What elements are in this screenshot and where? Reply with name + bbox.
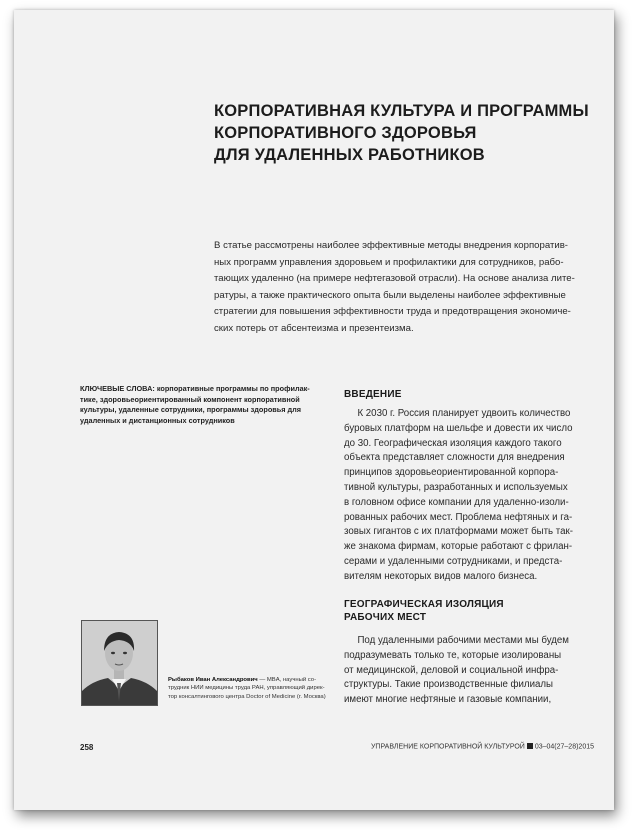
author-photo: [81, 620, 158, 706]
abstract-line: ных программ управления здоровьем и профилактики для сотрудников, рабо-: [214, 256, 564, 268]
body-line: принципов здоровьеориентированной корпора-: [344, 467, 559, 479]
keywords-block: [80, 384, 340, 427]
body-line: вителям некоторых видов малого бизнеса.: [344, 570, 538, 582]
journal-name: УПРАВЛЕНИЕ КОРПОРАТИВНОЙ КУЛЬТУРОЙ: [370, 743, 525, 751]
article-title: [214, 100, 604, 166]
page-number: 258: [80, 743, 94, 752]
heading-line: РАБОЧИХ МЕСТ: [344, 612, 427, 623]
heading-line: ВВЕДЕНИЕ: [344, 389, 402, 400]
body-line: зовых гигантов с их платформами может быть так-: [344, 526, 573, 538]
author-info: [168, 676, 338, 701]
body-line: рованных рабочих мест. Проблема нефтяных и га-: [344, 511, 573, 523]
body-line: до 30. Географическая изоляция каждого такого: [344, 437, 562, 449]
section-body-geographic-isolation: [344, 634, 596, 708]
journal-footer: [371, 743, 594, 751]
title-line: ДЛЯ УДАЛЕННЫХ РАБОТНИКОВ: [214, 146, 485, 164]
body-line: в головном офисе компании для удаленно-изоли-: [344, 496, 569, 508]
body-line: объекта представляет сложности для внедрения: [344, 452, 565, 464]
body-line: серами и удаленными сотрудниками, и предста-: [344, 555, 563, 567]
abstract-line: ратуры, а также практического опыта были выделены наиболее эффективные: [214, 289, 566, 301]
abstract-line: В статье рассмотрены наиболее эффективные методы внедрения корпоратив-: [214, 240, 568, 251]
body-line: буровых платформ на шельфе и довести их число: [344, 422, 573, 434]
body-line: Под удаленными рабочими местами мы будем: [344, 635, 569, 646]
abstract-line: ских потерь от абсентеизма и презентеизма.: [214, 322, 414, 334]
section-heading-geographic-isolation: [344, 598, 504, 624]
author-bio-line: трудник НИИ медицины труда РАН, управляющий дирек-: [168, 685, 325, 692]
heading-line: ГЕОГРАФИЧЕСКАЯ ИЗОЛЯЦИЯ: [344, 599, 504, 610]
section-heading-introduction: [344, 388, 402, 401]
body-line: от медицинской, деловой и социальной инфра-: [344, 664, 559, 676]
body-line: имеют многие нефтяные и газовые компании,: [344, 694, 552, 706]
body-line: К 2030 г. Россия планирует удвоить количество: [344, 408, 571, 419]
abstract-line: тающих удаленно (на примере нефтегазовой отрасли). На основе анализа лите-: [214, 273, 575, 285]
body-line: тивной культуры, разработанных и используемых: [344, 481, 568, 493]
author-bio-line: тор консалтингового центра Doctor of Medicine (г. Москва): [168, 693, 326, 700]
body-line: же знакома фирмам, которые работают с фрилан-: [344, 541, 573, 553]
author-name: Рыбаков Иван Александрович: [168, 677, 258, 683]
abstract-line: стратегии для повышения эффективности труда и предотвращения экономиче-: [214, 306, 571, 318]
author-portrait-icon: [82, 621, 157, 705]
section-body-introduction: [344, 407, 596, 585]
issue-number: 03–04(27–28)2015: [534, 743, 594, 751]
keywords-line: КЛЮЧЕВЫЕ СЛОВА: корпоративные программы по профилак-: [80, 384, 310, 393]
author-bio-line: — MBA, научный со-: [257, 677, 317, 683]
keywords-line: удаленных и дистанционных сотрудников: [80, 416, 235, 426]
body-line: подразумевать только те, которые изолированы: [344, 649, 562, 661]
title-line: КОРПОРАТИВНАЯ КУЛЬТУРА И ПРОГРАММЫ: [214, 102, 589, 120]
square-separator-icon: [527, 743, 533, 749]
title-line: КОРПОРАТИВНОГО ЗДОРОВЬЯ: [214, 124, 477, 142]
body-line: структуры. Такие производственные филиалы: [344, 679, 553, 691]
journal-page: [14, 10, 614, 810]
keywords-line: тике, здоровьеориентированный компонент корпоративной: [80, 394, 300, 404]
keywords-line: культуры, удаленные сотрудники, программы здоровья для: [80, 405, 302, 415]
article-abstract: [214, 238, 592, 338]
